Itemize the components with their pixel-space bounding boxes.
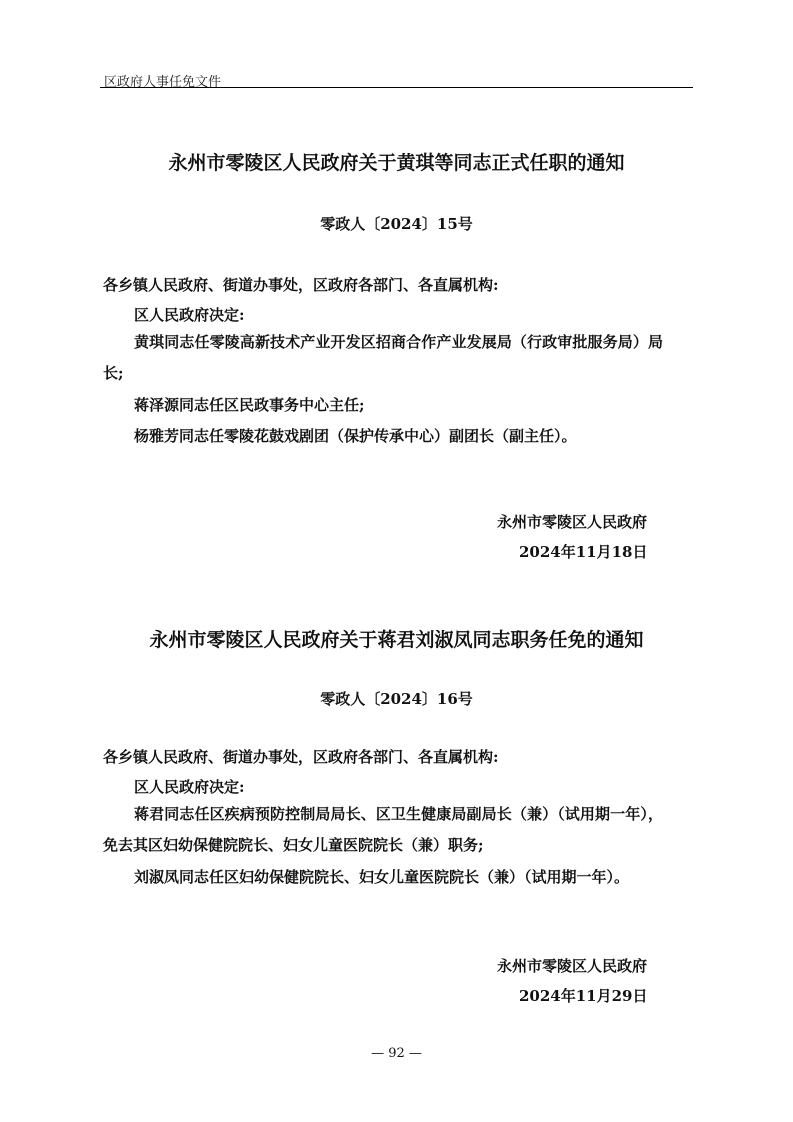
header-label: 区政府人事任免文件	[104, 75, 222, 90]
appointment-item: 蒋泽源同志任区民政事务中心主任;	[134, 396, 365, 414]
page-number: — 92 —	[371, 1046, 422, 1061]
doc-number: 零政人〔2024〕16号	[320, 690, 473, 708]
appointment-item: 蒋君同志任区疾病预防控制局局长、区卫生健康局副局长（兼）（试用期一年），免去其区妇幼保健院院长、妇女儿童医院院长（兼）职务;	[103, 805, 663, 854]
issuer: 永州市零陵区人民政府	[497, 513, 648, 531]
decision-line: 区人民政府决定:	[134, 778, 245, 796]
decision-line: 区人民政府决定:	[134, 306, 245, 324]
salutation: 各乡镇人民政府、街道办事处，区政府各部门、各直属机构:	[103, 276, 499, 294]
appointment-item: 刘淑凤同志任区妇幼保健院院长、妇女儿童医院院长（兼）（试用期一年）。	[134, 868, 630, 886]
notice-title: 永州市零陵区人民政府关于蒋君刘淑凤同志职务任免的通知	[149, 629, 644, 651]
issue-date: 2024年11月18日	[519, 543, 648, 561]
doc-number: 零政人〔2024〕15号	[320, 215, 473, 233]
header-divider	[100, 87, 693, 88]
appointment-item: 杨雅芳同志任零陵花鼓戏剧团（保护传承中心）副团长（副主任）。	[134, 427, 577, 445]
appointment-item: 黄琪同志任零陵高新技术产业开发区招商合作产业发展局（行政审批服务局）局长;	[103, 333, 663, 382]
salutation: 各乡镇人民政府、街道办事处，区政府各部门、各直属机构:	[103, 748, 499, 766]
issuer: 永州市零陵区人民政府	[497, 957, 648, 975]
issue-date: 2024年11月29日	[519, 987, 648, 1005]
notice-title: 永州市零陵区人民政府关于黄琪等同志正式任职的通知	[168, 152, 625, 174]
